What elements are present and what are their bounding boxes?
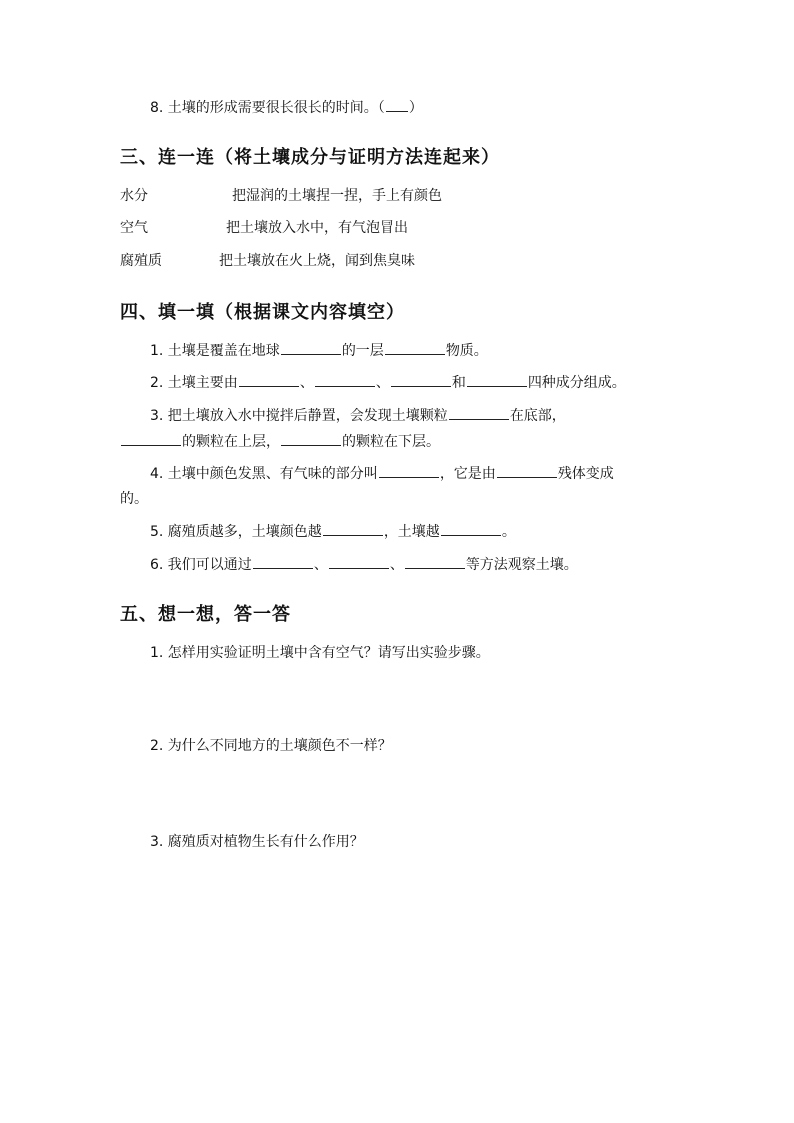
answer-blank[interactable] xyxy=(467,372,527,387)
section-4-title: 四、填一填（根据课文内容填空） xyxy=(120,302,405,323)
match-right-item: 把湿润的土壤捏一捏，手上有颜色 xyxy=(232,188,442,204)
section-5-title: 五、想一想，答一答 xyxy=(120,604,291,625)
match-left-item: 腐殖质 xyxy=(120,253,162,269)
answer-blank[interactable] xyxy=(497,463,557,478)
answer-blank[interactable] xyxy=(329,554,389,569)
answer-blank[interactable] xyxy=(253,554,313,569)
match-right-item: 把土壤放在火上烧，闻到焦臭味 xyxy=(219,253,415,269)
short-answer-question-2: 2. 为什么不同地方的土壤颜色不一样？ xyxy=(150,738,392,754)
fill-question-4-line-1: 4. 土壤中颜色发黑、有气味的部分叫 ，它是由 残体变成 xyxy=(150,463,614,484)
short-answer-question-3: 3. 腐殖质对植物生长有什么作用？ xyxy=(150,834,364,850)
answer-blank[interactable] xyxy=(441,521,501,536)
match-right-item: 把土壤放入水中，有气泡冒出 xyxy=(226,220,408,236)
answer-blank[interactable] xyxy=(315,372,375,387)
match-left-item: 空气 xyxy=(120,220,148,236)
short-answer-question-1: 1. 怎样用实验证明土壤中含有空气？请写出实验步骤。 xyxy=(150,645,490,661)
question-8: 8. 土壤的形成需要很长很长的时间。（ ） xyxy=(150,97,423,118)
answer-blank[interactable] xyxy=(391,372,451,387)
answer-blank[interactable] xyxy=(281,431,341,446)
fill-question-5: 5. 腐殖质越多，土壤颜色越 ，土壤越 。 xyxy=(150,521,516,542)
fill-question-2: 2. 土壤主要由 、 、 和 四种成分组成。 xyxy=(150,372,626,393)
match-left-item: 水分 xyxy=(120,188,148,204)
answer-blank[interactable] xyxy=(323,521,383,536)
answer-blank[interactable] xyxy=(121,431,181,446)
answer-blank[interactable] xyxy=(405,554,465,569)
answer-blank[interactable] xyxy=(385,340,445,355)
answer-blank[interactable] xyxy=(239,372,299,387)
fill-question-6: 6. 我们可以通过 、 、 等方法观察土壤。 xyxy=(150,554,578,575)
fill-question-1: 1. 土壤是覆盖在地球 的一层 物质。 xyxy=(150,340,488,361)
answer-blank[interactable] xyxy=(449,405,509,420)
answer-blank[interactable] xyxy=(379,463,439,478)
fill-question-4-line-2: 的。 xyxy=(120,491,148,507)
section-3-title: 三、连一连（将土壤成分与证明方法连起来） xyxy=(120,147,500,168)
fill-question-3-line-1: 3. 把土壤放入水中搅拌后静置，会发现土壤颗粒 在底部， xyxy=(150,405,566,426)
fill-question-3-line-2: 的颗粒在上层， 的颗粒在下层。 xyxy=(120,431,440,452)
answer-blank[interactable] xyxy=(281,340,341,355)
answer-blank[interactable] xyxy=(386,97,408,112)
